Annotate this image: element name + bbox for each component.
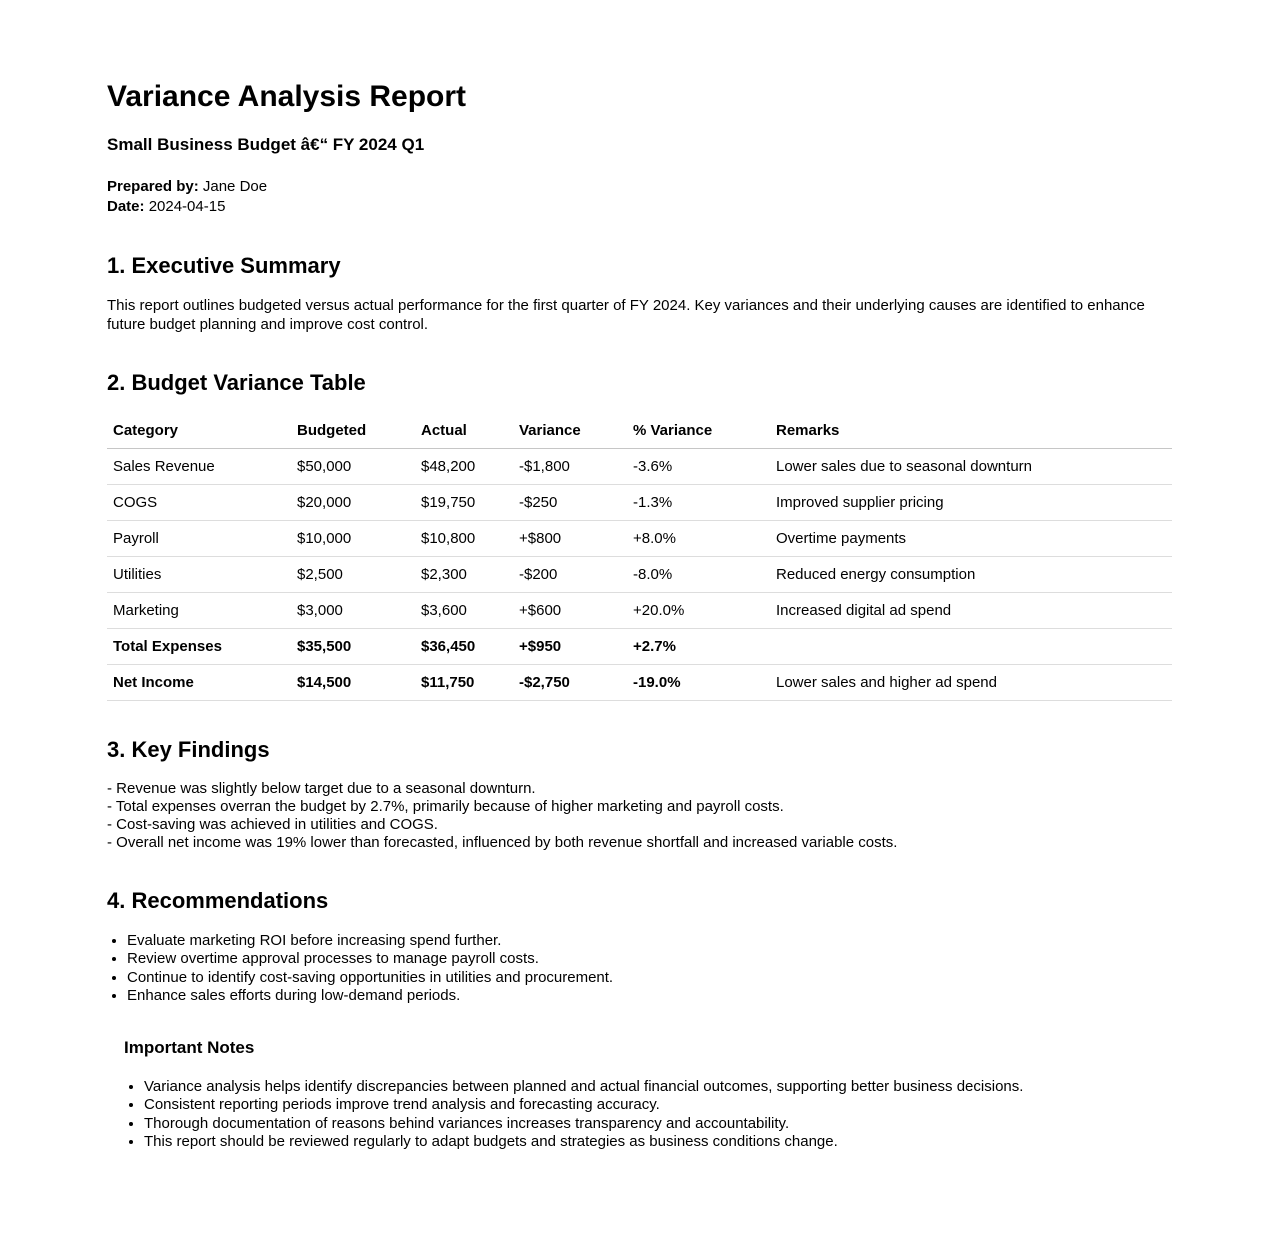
cell-actual: $3,600 [415,593,513,629]
date-value: 2024-04-15 [148,197,226,215]
cell-actual: $19,750 [415,485,513,521]
column-header-pct-variance: % Variance [627,413,770,449]
cell-pct-variance: +2.7% [627,629,770,665]
key-finding-line: - Overall net income was 19% lower than forecasted, influenced by both revenue shortfall and increased variable costs. [107,834,898,852]
table-row [107,593,1172,629]
cell-remarks: Increased digital ad spend [770,593,1172,629]
column-header-remarks: Remarks [770,413,1172,449]
cell-remarks: Reduced energy consumption [770,557,1172,593]
cell-actual: $2,300 [415,557,513,593]
cell-budgeted: $20,000 [291,485,415,521]
important-notes-heading: Important Notes [124,1037,255,1057]
key-finding-line: - Revenue was slightly below target due to a seasonal downturn. [107,780,536,798]
recommendation-item: • Evaluate marketing ROI before increasing spend further. [127,932,1172,951]
cell-category: Payroll [107,521,291,557]
table-row-net-income [107,665,1172,701]
executive-summary-text: This report outlines budgeted versus actual performance for the first quarter of FY 2024. Key variances and their underlying causes are identified to enhance future budget planning and improve cost control. [107,296,1145,333]
key-findings-text [107,780,1172,852]
table-header-row [107,413,1172,449]
cell-category: Sales Revenue [107,449,291,485]
cell-variance: -$250 [513,485,627,521]
prepared-by-label: Prepared by: [107,177,199,195]
report-meta [107,177,1172,217]
section-heading-budget-variance-table: 2. Budget Variance Table [107,369,366,395]
recommendation-item: • Review overtime approval processes to manage payroll costs. [127,950,1172,969]
page-title: Variance Analysis Report [107,80,467,113]
cell-variance: -$200 [513,557,627,593]
cell-pct-variance: +20.0% [627,593,770,629]
cell-category: Utilities [107,557,291,593]
cell-actual: $36,450 [415,629,513,665]
cell-remarks: Lower sales and higher ad spend [770,665,1172,701]
table-row [107,557,1172,593]
table-row [107,485,1172,521]
cell-budgeted: $50,000 [291,449,415,485]
date-label: Date: [107,197,145,215]
table-row [107,521,1172,557]
budget-variance-table [107,413,1172,701]
cell-budgeted: $14,500 [291,665,415,701]
cell-pct-variance: -3.6% [627,449,770,485]
cell-variance: +$800 [513,521,627,557]
cell-variance: +$600 [513,593,627,629]
cell-pct-variance: -8.0% [627,557,770,593]
cell-pct-variance: -19.0% [627,665,770,701]
cell-category: Total Expenses [107,629,291,665]
cell-budgeted: $3,000 [291,593,415,629]
recommendations-list [107,932,1172,1006]
report-subtitle: Small Business Budget â€“ FY 2024 Q1 [107,134,425,154]
cell-budgeted: $2,500 [291,557,415,593]
note-item: • Variance analysis helps identify discrepancies between planned and actual financial outcomes, supporting better business decisions. [144,1078,1172,1097]
cell-actual: $48,200 [415,449,513,485]
column-header-variance: Variance [513,413,627,449]
cell-variance: +$950 [513,629,627,665]
cell-remarks: Lower sales due to seasonal downturn [770,449,1172,485]
cell-variance: -$2,750 [513,665,627,701]
table-row-total-expenses [107,629,1172,665]
important-notes-list [124,1078,1172,1152]
note-item: • Thorough documentation of reasons behind variances increases transparency and accountability. [144,1115,1172,1134]
cell-pct-variance: +8.0% [627,521,770,557]
table-row [107,449,1172,485]
cell-remarks [770,629,1172,665]
column-header-category: Category [107,413,291,449]
note-item: • This report should be reviewed regularly to adapt budgets and strategies as business conditions change. [144,1133,1172,1152]
cell-budgeted: $10,000 [291,521,415,557]
section-heading-key-findings: 3. Key Findings [107,737,270,763]
section-heading-executive-summary: 1. Executive Summary [107,252,341,278]
cell-budgeted: $35,500 [291,629,415,665]
recommendation-item: • Enhance sales efforts during low-demand periods. [127,987,1172,1006]
column-header-budgeted: Budgeted [291,413,415,449]
cell-actual: $11,750 [415,665,513,701]
cell-pct-variance: -1.3% [627,485,770,521]
cell-remarks: Overtime payments [770,521,1172,557]
cell-category: Net Income [107,665,291,701]
cell-category: COGS [107,485,291,521]
cell-remarks: Improved supplier pricing [770,485,1172,521]
cell-variance: -$1,800 [513,449,627,485]
important-notes-section [124,1038,1172,1152]
cell-actual: $10,800 [415,521,513,557]
key-finding-line: - Total expenses overran the budget by 2.7%, primarily because of higher marketing and payroll costs. [107,798,784,816]
column-header-actual: Actual [415,413,513,449]
key-finding-line: - Cost-saving was achieved in utilities and COGS. [107,816,438,834]
note-item: • Consistent reporting periods improve trend analysis and forecasting accuracy. [144,1096,1172,1115]
prepared-by-value: Jane Doe [202,177,268,195]
recommendation-item: • Continue to identify cost-saving opportunities in utilities and procurement. [127,969,1172,988]
section-heading-recommendations: 4. Recommendations [107,888,329,914]
cell-category: Marketing [107,593,291,629]
